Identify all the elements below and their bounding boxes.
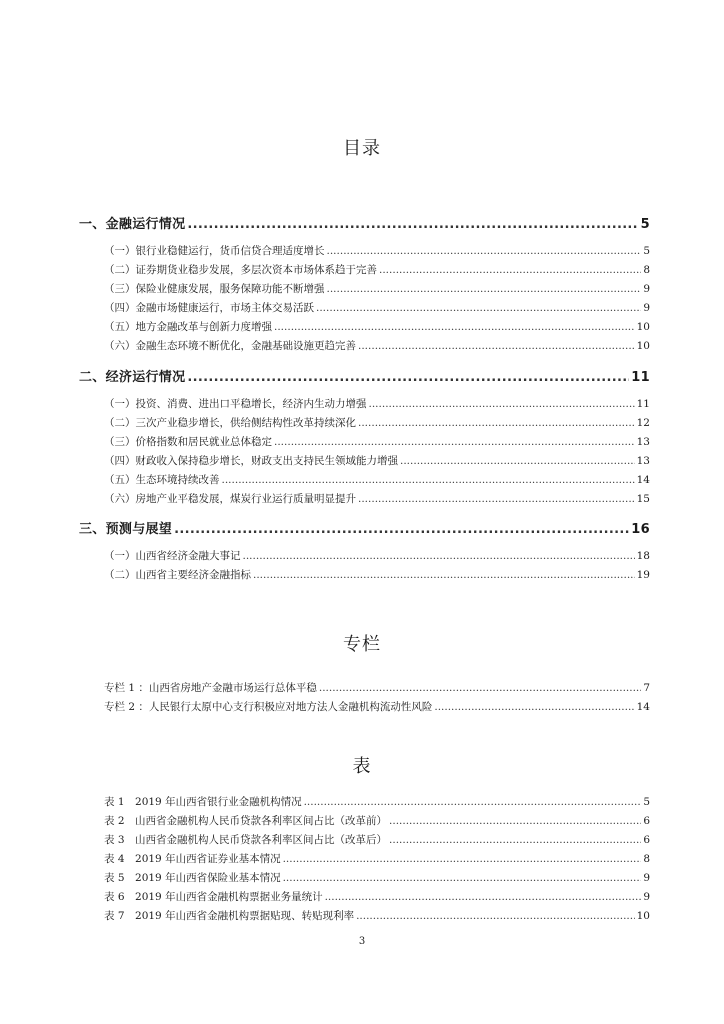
toc-chapter-3[interactable] — [79, 518, 650, 537]
toc-section-1-4[interactable] — [104, 300, 650, 315]
dot-leader — [325, 891, 642, 903]
page-number: 11 — [631, 370, 650, 385]
page-number: 9 — [643, 283, 650, 295]
section-label: （二）山西省主要经济金融指标 — [104, 569, 251, 581]
page-number: 12 — [636, 417, 650, 429]
section-label: （四）金融市场健康运行，市场主体交易活跃 — [104, 302, 314, 314]
page-number: 9 — [643, 891, 650, 903]
table-entry-5[interactable] — [104, 870, 650, 885]
table-label: 表 6 2019 年山西省金融机构票据业务量统计 — [104, 891, 323, 903]
toc-section-3-1[interactable] — [104, 548, 650, 563]
dot-leader — [327, 245, 642, 257]
section-label: （五）地方金融改革与创新力度增强 — [104, 321, 272, 333]
dot-leader — [327, 283, 642, 295]
table-label: 表 4 2019 年山西省证券业基本情况 — [104, 853, 281, 865]
dot-leader — [274, 321, 635, 333]
page-number: 15 — [636, 493, 650, 505]
dot-leader — [358, 493, 635, 505]
dot-leader — [389, 834, 641, 846]
table-entry-1[interactable] — [104, 794, 650, 809]
section-label: （四）财政收入保持稳步增长，财政支出支持民生领域能力增强 — [104, 455, 398, 467]
dot-leader — [389, 815, 641, 827]
dot-leader — [187, 217, 638, 232]
page-number: 5 — [643, 796, 650, 808]
section-label: （二）三次产业稳步增长，供给侧结构性改革持续深化 — [104, 417, 356, 429]
page-number: 10 — [636, 321, 650, 333]
section-label: （六）金融生态环境不断优化，金融基础设施更趋完善 — [104, 340, 356, 352]
page-number: 6 — [643, 815, 650, 827]
toc-chapter-1[interactable] — [79, 213, 650, 232]
table-entry-2[interactable] — [104, 813, 650, 828]
dot-leader — [356, 910, 635, 922]
dot-leader — [304, 796, 642, 808]
table-entry-6[interactable] — [104, 889, 650, 904]
table-label: 表 5 2019 年山西省保险业基本情况 — [104, 872, 281, 884]
page-number: 14 — [636, 474, 650, 486]
page-number: 6 — [643, 834, 650, 846]
section-label: （一）投资、消费、进出口平稳增长，经济内生动力增强 — [104, 398, 367, 410]
toc-section-2-4[interactable] — [104, 453, 650, 468]
dot-leader — [358, 340, 635, 352]
page-number: 13 — [636, 436, 650, 448]
table-entry-3[interactable] — [104, 832, 650, 847]
table-entry-7[interactable] — [104, 908, 650, 923]
toc-chapter-2[interactable] — [79, 366, 650, 385]
section-label: （三）价格指数和居民就业总体稳定 — [104, 436, 272, 448]
dot-leader — [400, 455, 635, 467]
section-label: （五）生态环境持续改善 — [104, 474, 220, 486]
table-entry-4[interactable] — [104, 851, 650, 866]
dot-leader — [434, 701, 634, 713]
column-label: 专栏 2 ：人民银行太原中心支行积极应对地方法人金融机构流动性风险 — [104, 701, 433, 713]
dot-leader — [379, 264, 641, 276]
page-number: 8 — [643, 264, 650, 276]
chapter-label: 一、金融运行情况 — [79, 217, 186, 232]
table-label: 表 1 2019 年山西省银行业金融机构情况 — [104, 796, 302, 808]
page-number: 10 — [636, 910, 650, 922]
dot-leader — [358, 417, 635, 429]
dot-leader — [316, 302, 641, 314]
dot-leader — [319, 682, 641, 694]
column-entry-1[interactable] — [104, 680, 650, 695]
page-number: 14 — [636, 701, 650, 713]
page-number: 5 — [640, 217, 650, 232]
toc-section-1-5[interactable] — [104, 319, 650, 334]
dot-leader — [274, 436, 635, 448]
page-number: 8 — [643, 853, 650, 865]
section-label: （一）山西省经济金融大事记 — [104, 550, 241, 562]
toc-title: 目录 — [343, 138, 381, 159]
toc-section-2-1[interactable] — [104, 396, 650, 411]
section-label: （一）银行业稳健运行，货币信贷合理适度增长 — [104, 245, 325, 257]
dot-leader — [283, 872, 642, 884]
dot-leader — [243, 550, 635, 562]
dot-leader — [369, 398, 635, 410]
toc-section-2-6[interactable] — [104, 491, 650, 506]
page-number: 10 — [636, 340, 650, 352]
dot-leader — [174, 522, 629, 537]
section-label: （三）保险业健康发展，服务保障功能不断增强 — [104, 283, 325, 295]
dot-leader — [187, 370, 629, 385]
toc-section-2-3[interactable] — [104, 434, 650, 449]
page-number: 13 — [636, 455, 650, 467]
chapter-label: 二、经济运行情况 — [79, 370, 186, 385]
dot-leader — [253, 569, 635, 581]
toc-section-1-6[interactable] — [104, 338, 650, 353]
chapter-label: 三、预测与展望 — [79, 522, 173, 537]
toc-section-3-2[interactable] — [104, 567, 650, 582]
dot-leader — [283, 853, 642, 865]
page-number: 9 — [643, 872, 650, 884]
footer-page-number: 3 — [358, 936, 366, 947]
table-label: 表 2 山西省金融机构人民币贷款各利率区间占比（改革前） — [104, 815, 388, 827]
column-entry-2[interactable] — [104, 699, 650, 714]
page-number: 5 — [643, 245, 650, 257]
tables-title: 表 — [352, 756, 372, 777]
columns-title: 专栏 — [343, 634, 381, 655]
page-number: 11 — [636, 398, 650, 410]
column-label: 专栏 1 ：山西省房地产金融市场运行总体平稳 — [104, 682, 317, 694]
page-number: 16 — [631, 522, 650, 537]
page-number: 19 — [636, 569, 650, 581]
page-number: 9 — [643, 302, 650, 314]
dot-leader — [222, 474, 635, 486]
page-number: 18 — [636, 550, 650, 562]
table-label: 表 7 2019 年山西省金融机构票据贴现、转贴现利率 — [104, 910, 355, 922]
toc-section-2-2[interactable] — [104, 415, 650, 430]
toc-section-2-5[interactable] — [104, 472, 650, 487]
section-label: （二）证券期货业稳步发展，多层次资本市场体系趋于完善 — [104, 264, 377, 276]
toc-section-1-1[interactable] — [104, 243, 650, 258]
page-number: 7 — [643, 682, 650, 694]
section-label: （六）房地产业平稳发展，煤炭行业运行质量明显提升 — [104, 493, 356, 505]
toc-section-1-3[interactable] — [104, 281, 650, 296]
table-label: 表 3 山西省金融机构人民币贷款各利率区间占比（改革后） — [104, 834, 388, 846]
toc-section-1-2[interactable] — [104, 262, 650, 277]
